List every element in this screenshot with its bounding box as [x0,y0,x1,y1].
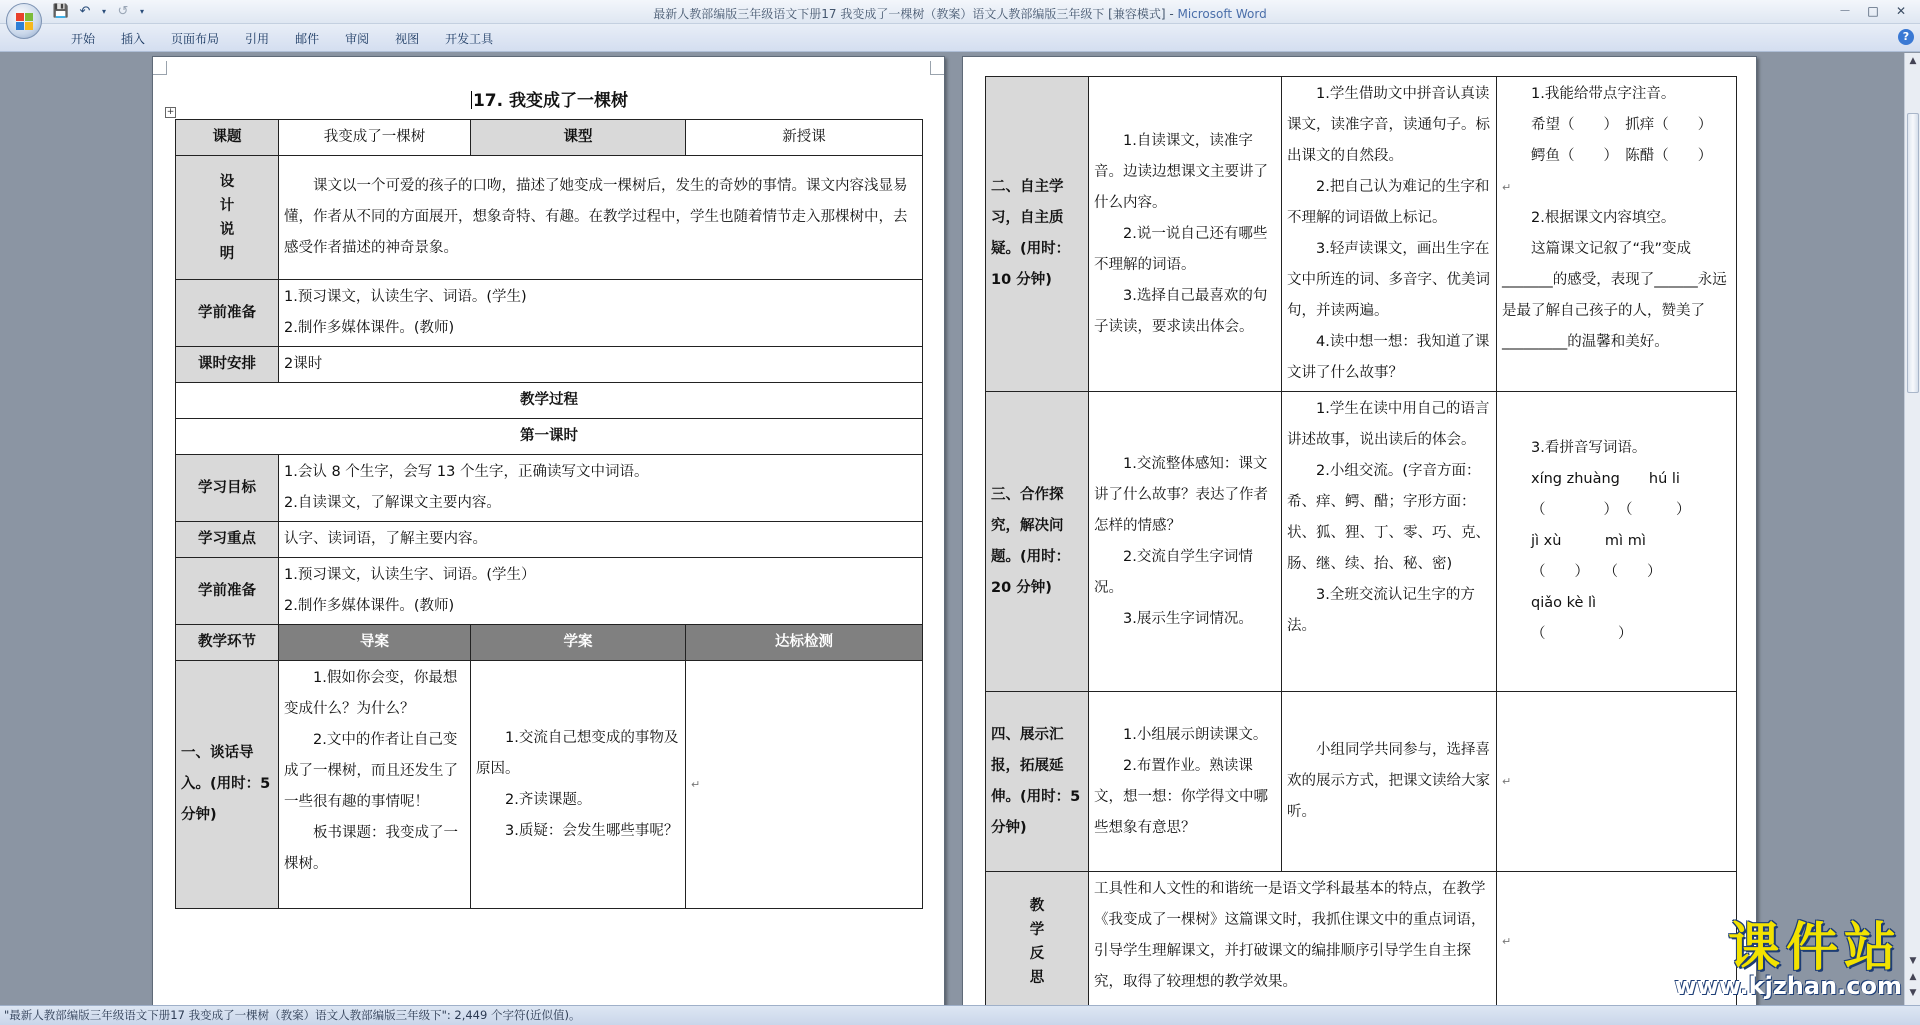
column-header-guide: 导案 [279,625,471,661]
help-icon[interactable]: ? [1898,29,1914,45]
reflection-label: 教学反思 [986,872,1089,1006]
table-row [986,77,1737,392]
table-row [176,383,923,419]
table-row [176,120,923,156]
site-watermark [1675,920,1902,1000]
previous-page-icon[interactable]: ▲ [1909,972,1917,982]
window-controls [1832,2,1914,20]
section3-guide[interactable]: 1.交流整体感知：课文讲了什么故事？表达了作者怎样的情感？ 2.交流自学生字词情况。 3.展示生字词情况。 [1089,392,1282,692]
schedule-value[interactable]: 2课时 [279,347,923,383]
design-text[interactable]: 课文以一个可爱的孩子的口吻，描述了她变成一棵树后，发生的奇妙的事情。课文内容浅显易懂，作者从不同的方面展开，想象奇特、有趣。在教学过程中，学生也随着情节走入那棵树中，去感受作者描述的神奇景象。 [279,156,923,280]
column-header-study: 学案 [471,625,686,661]
maximize-button[interactable]: □ [1867,4,1879,18]
lesson-type-value[interactable]: 新授课 [686,120,923,156]
undo-dropdown-icon[interactable]: ▾ [101,7,106,16]
lesson-heading: 17. 我变成了一棵树 [472,91,629,111]
watermark-title: 课件站 [1727,918,1902,978]
scrollbar-thumb[interactable] [1907,113,1919,393]
table-row [176,347,923,383]
lesson-plan-table-continued [985,76,1737,1005]
tab-developer[interactable]: 开发工具 [445,32,494,46]
section1-title: 一、谈话导入。(用时：5 分钟) [176,661,279,909]
section4-check[interactable]: ↵ [1497,692,1737,872]
focus-text[interactable]: 认字、读词语，了解主要内容。 [279,522,923,558]
next-page-icon[interactable]: ▼ [1909,988,1917,998]
prep-text[interactable]: 1.预习课文，认读生字、词语。(学生) 2.制作多媒体课件。(教师) [279,280,923,347]
office-button[interactable] [6,3,42,39]
section4-title: 四、展示汇报，拓展延伸。(用时：5 分钟) [986,692,1089,872]
tab-home[interactable]: 开始 [71,32,96,46]
topic-value[interactable]: 我变成了一棵树 [279,120,471,156]
section4-study[interactable]: 小组同学共同参与，选择喜欢的展示方式，把课文读给大家听。 [1282,692,1497,872]
column-header-stage: 教学环节 [176,625,279,661]
table-row [176,280,923,347]
tab-review[interactable]: 审阅 [345,32,370,46]
window-title: 最新人教部编版三年级语文下册17 我变成了一棵树（教案）语文人教部编版三年级下 [兼容模式] - Microsoft Word [653,7,1267,21]
tab-mailings[interactable]: 邮件 [295,32,320,46]
table-row [986,692,1737,872]
lesson-plan-table [175,119,923,909]
section4-guide[interactable]: 1.小组展示朗读课文。 2.布置作业。熟读课文，想一想：你学得文中哪些想象有意思？ [1089,692,1282,872]
table-row [176,558,923,625]
undo-icon[interactable]: ↶ [79,4,91,19]
customize-toolbar-icon[interactable]: ▾ [139,7,144,16]
design-label: 设计说明 [176,156,279,280]
table-row [986,392,1737,692]
text-cursor [471,91,472,109]
document-page-1[interactable] [152,56,945,1005]
section2-title: 二、自主学习，自主质疑。(用时：10 分钟) [986,77,1089,392]
table-row [176,419,923,455]
crop-mark [930,61,944,75]
section3-study[interactable]: 1.学生在读中用自己的语言讲述故事，说出读后的体会。 2.小组交流。(字音方面：希、痒、鳄、醋；字形方面：状、狐、狸、丁、零、巧、克、肠、继、续、抬、秘、密) 3.全班交流认记生字的方法。 [1282,392,1497,692]
section1-guide[interactable]: 1.假如你会变，你最想变成什么？为什么？ 2.文中的作者让自己变成了一棵树，而且还发生了一些很有趣的事情呢！ 板书课题：我变成了一棵树。 [279,661,471,909]
document-workspace [0,53,1904,1005]
goals-text[interactable]: 1.会认 8 个生字，会写 13 个生字，正确读写文中词语。 2.自读课文，了解课文主要内容。 [279,455,923,522]
lesson-title: 第一课时 [176,419,923,455]
scroll-up-icon[interactable]: ▲ [1909,56,1917,66]
watermark-url: www.kjzhan.com [1674,972,1902,1000]
vertical-scrollbar[interactable] [1904,53,1920,1005]
save-icon[interactable]: 💾 [52,4,70,19]
table-row [176,522,923,558]
crop-mark [153,61,167,75]
schedule-label: 课时安排 [176,347,279,383]
tab-view[interactable]: 视图 [395,32,420,46]
status-word-count[interactable]: "最新人教部编版三年级语文下册17 我变成了一棵树（教案）语文人教部编版三年级下": 2,449 个字符(近似值)。 [4,1008,581,1022]
section1-check[interactable]: ↵ [686,661,923,909]
redo-icon[interactable]: ↺ [117,4,129,19]
topic-label: 课题 [176,120,279,156]
tab-page-layout[interactable]: 页面布局 [171,32,220,46]
table-row [176,156,923,280]
prep2-label: 学前准备 [176,558,279,625]
table-row [176,455,923,522]
scroll-down-icon[interactable]: ▼ [1909,956,1917,966]
close-button[interactable]: ✕ [1895,4,1907,18]
reflection-text[interactable]: 工具性和人文性的和谐统一是语文学科最基本的特点，在教学《我变成了一棵树》这篇课文时，我抓住课文中的重点词语，引导学生理解课文，并打破课文的编排顺序引导学生自主探究，取得了较理想的教学效果。 [1089,872,1497,1006]
minimize-button[interactable]: － [1838,4,1851,18]
lesson-type-label: 课型 [471,120,686,156]
section3-check[interactable]: 3.看拼音写词语。 xíng zhuàng hú li （ ） （ ） jì xù mì mì （ ） （ ） qiǎo kè lì （ ） [1497,392,1737,692]
status-bar [0,1005,1920,1025]
reflection-empty[interactable]: ↵ [1497,872,1737,1006]
section2-check[interactable]: 1.我能给带点字注音。 希望（ ） 抓痒（ ） 鳄鱼（ ） 陈醋（ ） ↵ 2.根据课文内容填空。 这篇课文记叙了“我”变成_______的感受，表现了______永远是最了解自己孩子的人，赞美了_________的温馨和美好。 [1497,77,1737,392]
column-header-check: 达标检测 [686,625,923,661]
table-row [176,661,923,909]
table-move-handle-icon[interactable]: + [166,107,175,117]
goals-label: 学习目标 [176,455,279,522]
title-bar [0,0,1920,24]
section1-study[interactable]: 1.交流自己想变成的事物及原因。 2.齐读课题。 3.质疑：会发生哪些事呢？ [471,661,686,909]
prep-label: 学前准备 [176,280,279,347]
section3-title: 三、合作探究，解决问题。(用时：20 分钟) [986,392,1089,692]
section2-study[interactable]: 1.学生借助文中拼音认真读课文，读准字音，读通句子。标出课文的自然段。 2.把自己认为难记的生字和不理解的词语做上标记。 3.轻声读课文，画出生字在文中所连的词、多音字、优美词句，并读两遍。 4.读中想一想：我知道了课文讲了什么故事？ [1282,77,1497,392]
prep2-text[interactable]: 1.预习课文，认读生字、词语。(学生） 2.制作多媒体课件。(教师) [279,558,923,625]
document-page-2[interactable] [962,56,1757,1005]
focus-label: 学习重点 [176,522,279,558]
table-row [176,625,923,661]
process-title: 教学过程 [176,383,923,419]
table-row [986,872,1737,1006]
section2-guide[interactable]: 1.自读课文，读准字音。边读边想课文主要讲了什么内容。 2.说一说自己还有哪些不理解的词语。 3.选择自己最喜欢的句子读读，要求读出体会。 [1089,77,1282,392]
tab-references[interactable]: 引用 [245,32,270,46]
tab-insert[interactable]: 插入 [121,32,146,46]
ribbon-tab-bar [0,24,1920,52]
office-logo-icon [16,13,34,31]
